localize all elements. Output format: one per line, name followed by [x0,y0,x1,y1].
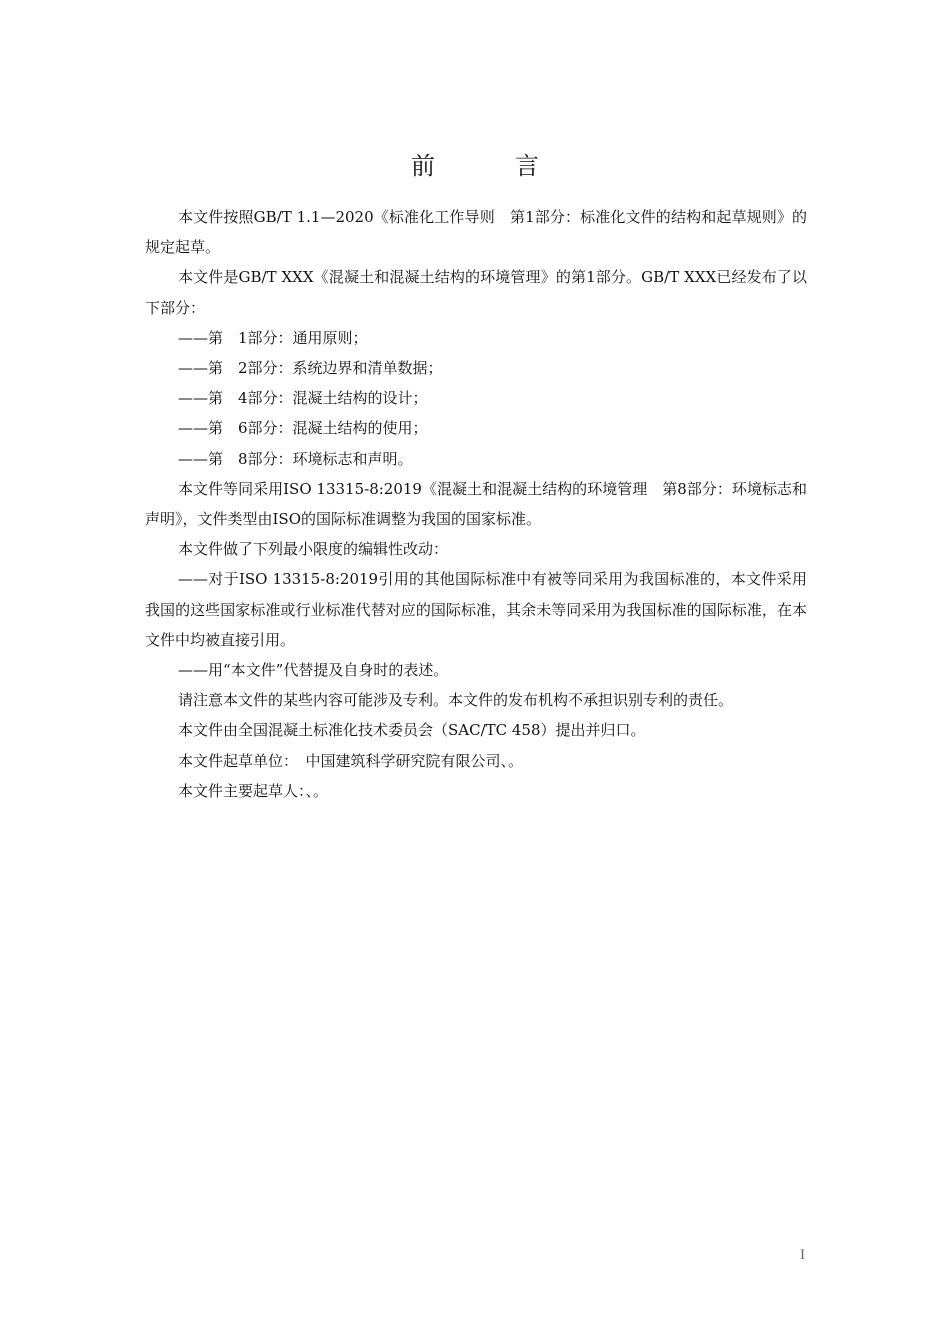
paragraph-committee: 本文件由全国混凝土标准化技术委员会（SAC/TC 458）提出并归口。 [178,721,646,740]
list-item-edit-2: ——用“本文件”代替提及自身时的表述。 [178,661,449,680]
list-item-part-4: ——第 4部分：混凝土结构的设计； [178,389,428,408]
list-item-part-1: ——第 1部分：通用原则； [178,328,368,347]
page-number: I [800,1247,805,1263]
list-item-part-8: ——第 8部分：环境标志和声明。 [178,449,413,468]
paragraph-edits-intro: 本文件做了下列最小限度的编辑性改动： [178,540,449,559]
paragraph-drafting-rule: 本文件按照GB/T 1.1—2020《标准化工作导则 第1部分：标准化文件的结构和起草规则》的规定起草。 [145,208,807,257]
paragraph-series-intro: 本文件是GB/T XXX《混凝土和混凝土结构的环境管理》的第1部分。GB/T XXX已经发布了以下部分： [145,268,807,317]
paragraph-adoption: 本文件等同采用ISO 13315-8:2019《混凝土和混凝土结构的环境管理 第8部分：环境标志和声明》，文件类型由ISO的国际标准调整为我国的国家标准。 [145,479,807,529]
list-item-edit-1: ——对于ISO 13315-8:2019引用的其他国际标准中有被等同采用为我国标准的，本文件采用我国的这些国家标准或行业标准代替对应的国际标准，其余未等同采用为我国标准的国际标准，在本文件中均被直接引用。 [145,570,807,649]
list-item-part-2: ——第 2部分：系统边界和清单数据； [178,359,443,378]
document-body [145,202,807,806]
page-title: 前 言 [411,152,567,180]
list-item-part-6: ——第 6部分：混凝土结构的使用； [178,419,428,438]
paragraph-drafters: 本文件主要起草人：、。 [178,781,329,800]
paragraph-drafting-units: 本文件起草单位： 中国建筑科学研究院有限公司、。 [178,751,524,770]
paragraph-patent-notice: 请注意本文件的某些内容可能涉及专利。本文件的发布机构不承担识别专利的责任。 [178,691,734,710]
